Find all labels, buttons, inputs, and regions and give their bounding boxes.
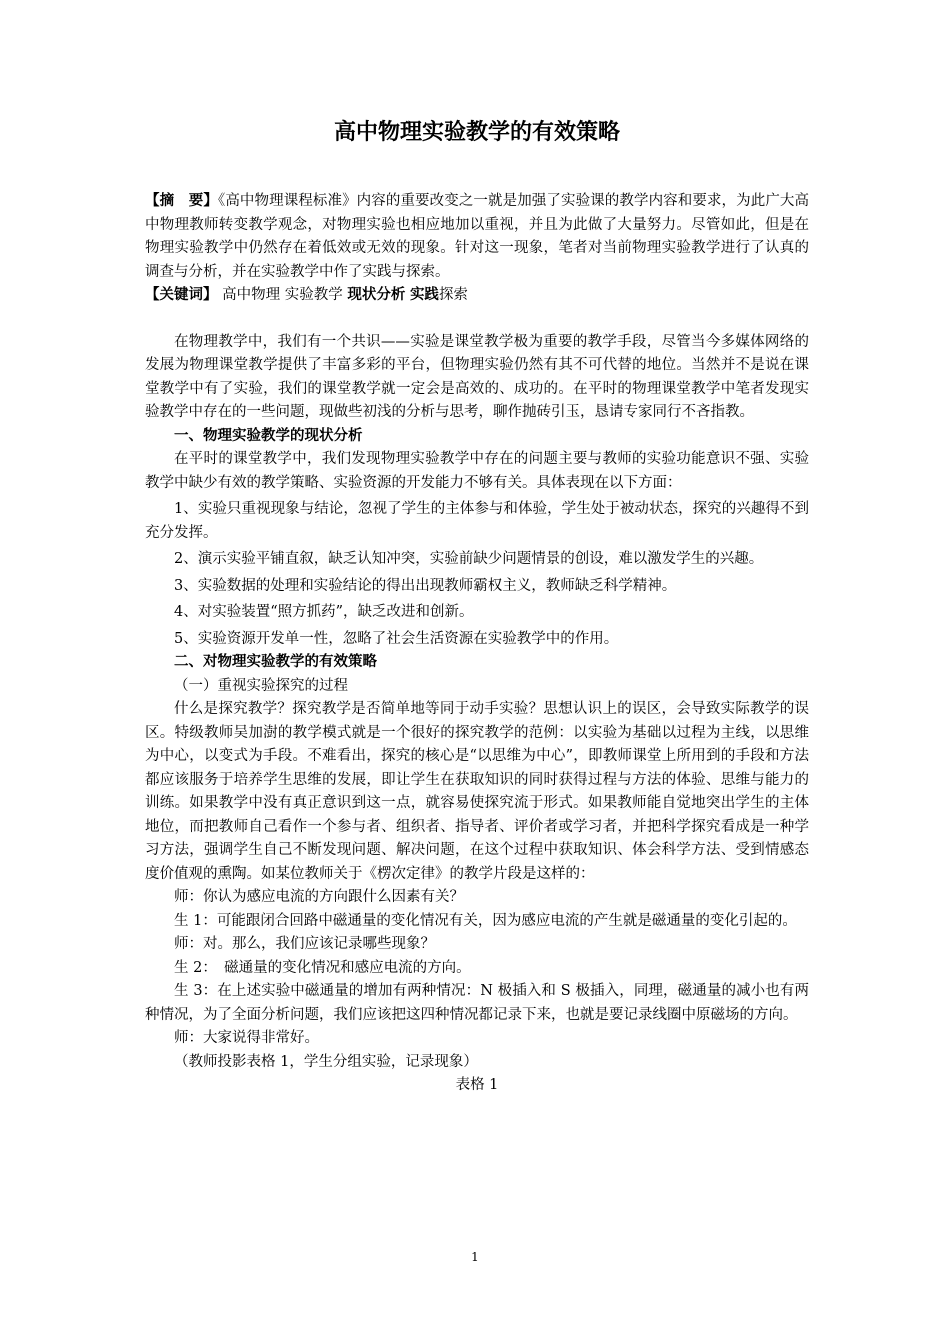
- document-page: [145, 118, 809, 1098]
- keywords-label: 【关键词】: [145, 287, 218, 303]
- keyword-3: 现状分析: [347, 287, 406, 303]
- list-item: 2、演示实验平铺直叙，缺乏认知冲突，实验前缺少问题情景的创设，难以激发学生的兴趣。: [174, 551, 764, 567]
- list-item: 4、对实验装置“照方抓药”，缺乏改进和创新。: [174, 604, 474, 620]
- section1-heading: 一、物理实验教学的现状分析: [174, 427, 363, 444]
- document-title: 高中物理实验教学的有效策略: [333, 120, 620, 145]
- dialogue-line: 生 1：可能跟闭合回路中磁通量的变化情况有关，因为感应电流的产生就是磁通量的变化引起的。: [174, 912, 797, 929]
- dialogue-line: 生 3：在上述实验中磁通量的增加有两种情况：N 极插入和 S 极插入，同理，磁通量的减小也有两种情况，为了全面分析问题，我们应该把这四种情况都记录下来，也就是要记录线圈中原磁场的方向。: [145, 983, 809, 1023]
- list-item: 1、实验只重视现象与结论，忽视了学生的主体参与和体验，学生处于被动状态，探究的兴趣得不到充分发挥。: [145, 501, 809, 541]
- keyword-2: 实验教学: [284, 287, 343, 303]
- keywords: [145, 284, 809, 308]
- dialogue-line: 生 2： 磁通量的变化情况和感应电流的方向。: [174, 959, 471, 976]
- section1-lead: 在平时的课堂教学中，我们发现物理实验教学中存在的问题主要与教师的实验功能意识不强、实验教学中缺少有效的教学策略、实验资源的开发能力不够有关。具体表现在以下方面：: [145, 451, 809, 491]
- dialogue-line: 师：你认为感应电流的方向跟什么因素有关？: [174, 889, 464, 905]
- table-caption: 表格 1: [455, 1077, 499, 1093]
- page-number: 1: [471, 1250, 479, 1264]
- keyword-4b: 探索: [438, 287, 468, 303]
- abstract-text: 《高中物理课程标准》内容的重要改变之一就是加强了实验课的教学内容和要求，为此广大高中物理教师转变教学观念，对物理实验也相应地加以重视，并且为此做了大量努力。尽管如此，但是在物理实验教学中仍然存在着低效或无效的现象。针对这一现象，笔者对当前物理实验教学进行了认真的调查与分析，并在实验教学中作了实践与探索。: [145, 193, 810, 280]
- dialogue-line: 师：对。那么，我们应该记录哪些现象？: [174, 936, 435, 952]
- section2-heading: 二、对物理实验教学的有效策略: [174, 654, 377, 670]
- keyword-1: 高中物理: [222, 287, 281, 303]
- abstract: [145, 190, 809, 284]
- dialogue-line: 师：大家说得非常好。: [174, 1030, 319, 1046]
- list-item: 3、实验数据的处理和实验结论的得出出现教师霸权主义，教师缺乏科学精神。: [174, 577, 677, 594]
- section2-subheading: （一）重视实验探究的过程: [174, 677, 348, 694]
- section2-paragraph: 什么是探究教学？探究教学是否简单地等同于动手实验？思想认识上的误区，会导致实际教学的误区。特级教师吴加澍的教学模式就是一个很好的探究教学的范例：以实验为基础以过程为主线，以思维为中心，以变式为手段。不难看出，探究的核心是“以思维为中心”，即教师课堂上所用到的手段和方法都应该服务于培养学生思维的发展，即让学生在获取知识的同时获得过程与方法的体验、思维与能力的训练。如果教学中没有真正意识到这一点，就容易使探究流于形式。如果教师能自觉地突出学生的主体地位，而把教师自己看作一个参与者、组织者、指导者、评价者或学习者，并把科学探究看成是一种学习方法，强调学生自己不断发现问题、解决问题，在这个过程中获取知识、体会科学方法、受到情感态度价值观的熏陶。如某位教师关于《楞次定律》的教学片段是这样的：: [145, 701, 809, 882]
- dialogue-line: （教师投影表格 1，学生分组实验，记录现象）: [174, 1053, 478, 1070]
- keyword-4a: 实践: [409, 287, 439, 303]
- intro-paragraph: 在物理教学中，我们有一个共识——实验是课堂教学极为重要的教学手段，尽管当今多媒体网络的发展为物理课堂教学提供了丰富多彩的平台，但物理实验仍然有其不可代替的地位。当然并不是说在课堂教学中有了实验，我们的课堂教学就一定会是高效的、成功的。在平时的物理课堂教学中笔者发现实验教学中存在的一些问题，现做些初浅的分析与思考，聊作抛砖引玉，恳请专家同行不吝指教。: [145, 333, 809, 420]
- list-item: 5、实验资源开发单一性，忽略了社会生活资源在实验教学中的作用。: [174, 630, 619, 647]
- abstract-label: 【摘 要】: [145, 193, 218, 209]
